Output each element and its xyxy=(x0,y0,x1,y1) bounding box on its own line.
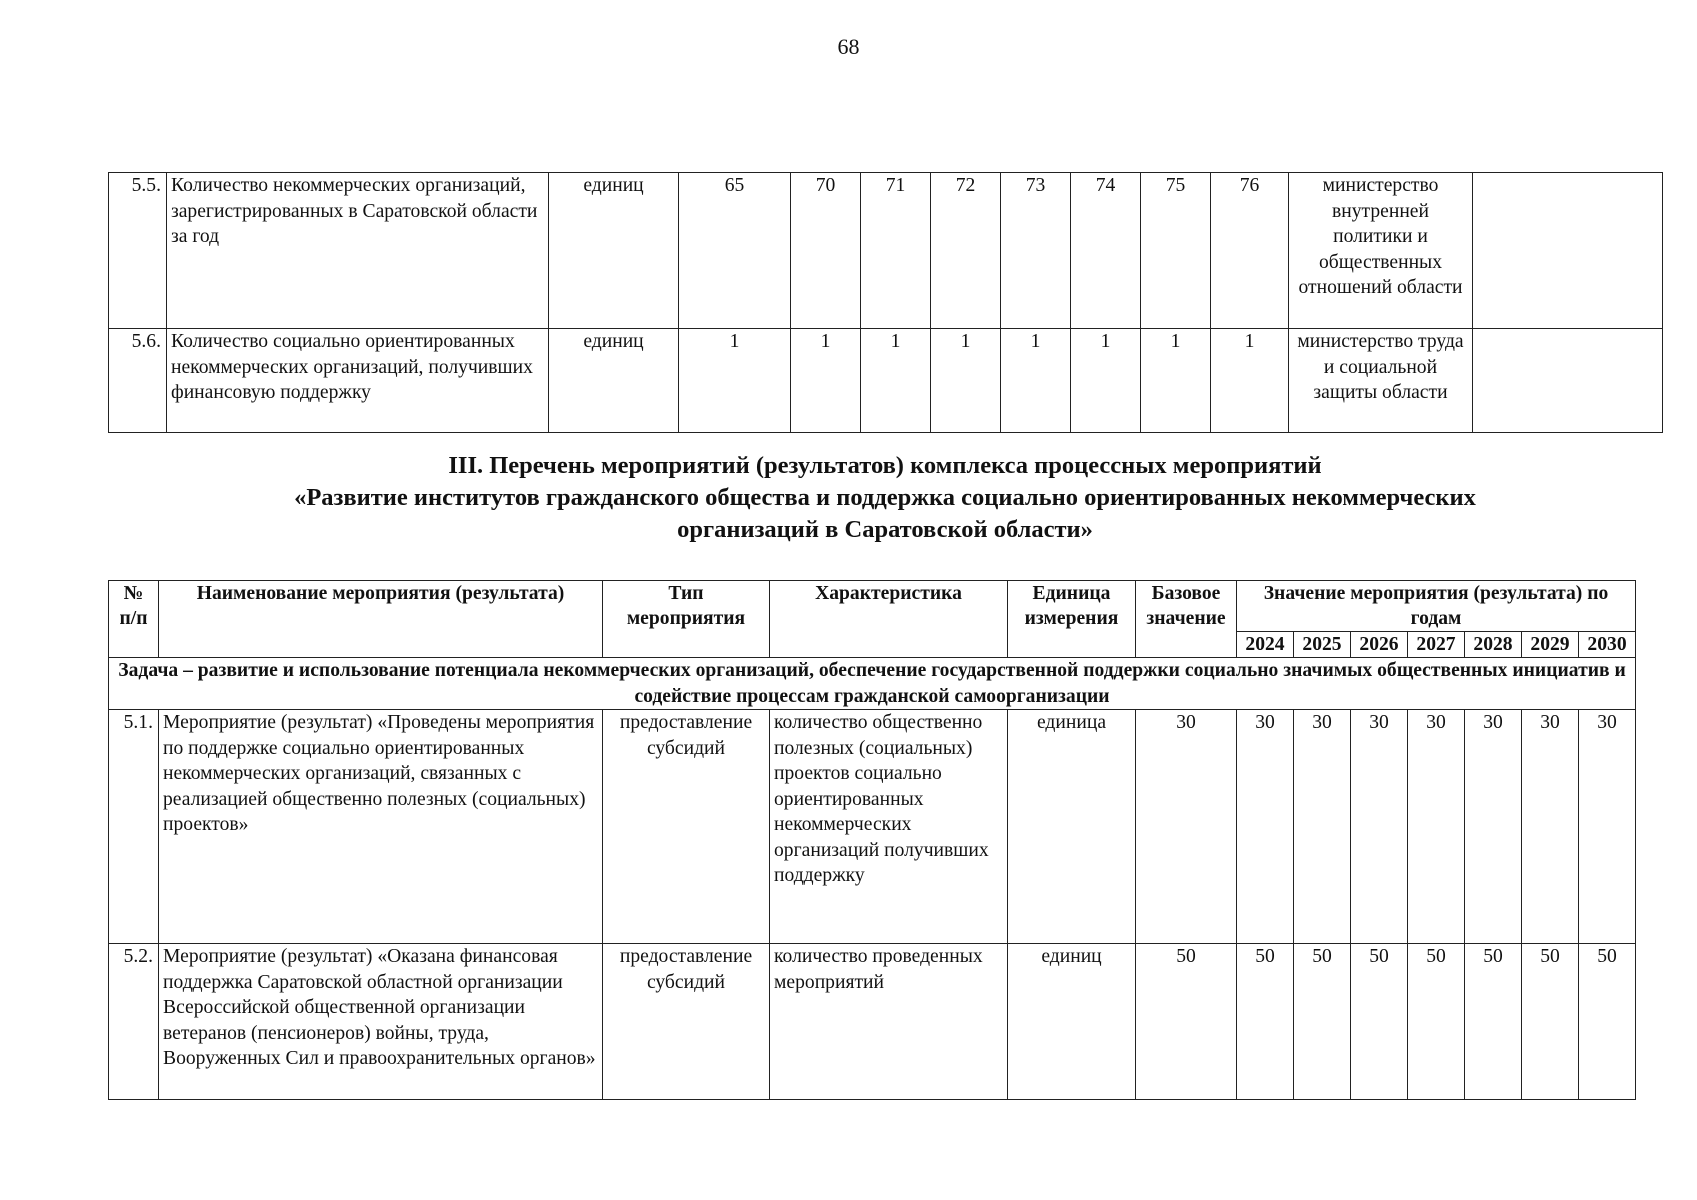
header-year: 2029 xyxy=(1522,632,1579,658)
section-heading-line-3: организаций в Саратовской области» xyxy=(677,516,1093,543)
indicator-responsible: министерство внутренней политики и общественных отношений области xyxy=(1289,173,1473,329)
indicator-value: 72 xyxy=(931,173,1001,329)
event-year-value: 30 xyxy=(1351,710,1408,944)
header-unit: Единица измерения xyxy=(1008,581,1136,658)
event-year-value: 50 xyxy=(1408,944,1465,1100)
event-base-value: 30 xyxy=(1136,710,1237,944)
event-type: предоставление субсидий xyxy=(603,710,770,944)
header-year: 2030 xyxy=(1579,632,1636,658)
indicator-value: 65 xyxy=(679,173,791,329)
indicator-extra xyxy=(1473,329,1663,433)
indicator-value: 1 xyxy=(1211,329,1289,433)
event-year-value: 50 xyxy=(1522,944,1579,1100)
header-values-by-year: Значение мероприятия (результата) по годам xyxy=(1237,581,1636,632)
event-year-value: 30 xyxy=(1522,710,1579,944)
event-year-value: 30 xyxy=(1294,710,1351,944)
event-year-value: 50 xyxy=(1237,944,1294,1100)
event-number: 5.1. xyxy=(109,710,159,944)
indicator-value: 1 xyxy=(679,329,791,433)
indicator-value: 1 xyxy=(1001,329,1071,433)
event-unit: единиц xyxy=(1008,944,1136,1100)
header-num: № п/п xyxy=(109,581,159,658)
event-year-value: 30 xyxy=(1237,710,1294,944)
events-table xyxy=(108,580,1636,1100)
event-number: 5.2. xyxy=(109,944,159,1100)
event-year-value: 30 xyxy=(1579,710,1636,944)
event-characteristic: количество общественно полезных (социальных) проектов социально ориентированных некоммерческих организаций получивших поддержку xyxy=(770,710,1008,944)
indicator-unit: единиц xyxy=(549,329,679,433)
event-type: предоставление субсидий xyxy=(603,944,770,1100)
header-characteristic: Характеристика xyxy=(770,581,1008,658)
header-name: Наименование мероприятия (результата) xyxy=(159,581,603,658)
task-text: Задача – развитие и использование потенциала некоммерческих организаций, обеспечение государственной поддержки социально значимых общественных инициатив и содействие процессам гражданской самоорганизации xyxy=(109,658,1636,710)
event-year-value: 30 xyxy=(1465,710,1522,944)
indicator-responsible: министерство труда и социальной защиты области xyxy=(1289,329,1473,433)
header-year: 2028 xyxy=(1465,632,1522,658)
indicator-name: Количество некоммерческих организаций, зарегистрированных в Саратовской области за год xyxy=(167,173,549,329)
indicator-value: 76 xyxy=(1211,173,1289,329)
header-year: 2024 xyxy=(1237,632,1294,658)
task-row xyxy=(109,658,1636,710)
indicator-value: 70 xyxy=(791,173,861,329)
events-header-row xyxy=(109,581,1636,632)
event-row xyxy=(109,944,1636,1100)
indicator-value: 1 xyxy=(861,329,931,433)
event-name: Мероприятие (результат) «Проведены мероприятия по поддержке социально ориентированных некоммерческих организаций, связанных с реализацией общественно полезных (социальных) проектов» xyxy=(159,710,603,944)
indicators-table xyxy=(108,172,1663,433)
event-year-value: 30 xyxy=(1408,710,1465,944)
indicator-row xyxy=(109,329,1663,433)
indicator-value: 71 xyxy=(861,173,931,329)
indicator-value: 74 xyxy=(1071,173,1141,329)
indicator-value: 1 xyxy=(791,329,861,433)
header-year: 2027 xyxy=(1408,632,1465,658)
event-row xyxy=(109,710,1636,944)
event-year-value: 50 xyxy=(1579,944,1636,1100)
header-year: 2026 xyxy=(1351,632,1408,658)
section-heading xyxy=(108,450,1662,546)
indicator-value: 75 xyxy=(1141,173,1211,329)
indicator-name: Количество социально ориентированных некоммерческих организаций, получивших финансовую поддержку xyxy=(167,329,549,433)
indicator-value: 73 xyxy=(1001,173,1071,329)
page-number: 68 xyxy=(837,34,860,59)
event-characteristic: количество проведенных мероприятий xyxy=(770,944,1008,1100)
header-type: Тип мероприятия xyxy=(603,581,770,658)
event-base-value: 50 xyxy=(1136,944,1237,1100)
indicator-value: 1 xyxy=(931,329,1001,433)
indicator-extra xyxy=(1473,173,1663,329)
section-heading-line-1: III. Перечень мероприятий (результатов) комплекса процессных мероприятий xyxy=(448,452,1322,479)
event-year-value: 50 xyxy=(1351,944,1408,1100)
indicator-number: 5.6. xyxy=(109,329,167,433)
indicator-row xyxy=(109,173,1663,329)
indicator-unit: единиц xyxy=(549,173,679,329)
indicator-value: 1 xyxy=(1141,329,1211,433)
section-heading-line-2: «Развитие институтов гражданского общества и поддержка социально ориентированных некоммерческих xyxy=(294,484,1476,511)
event-year-value: 50 xyxy=(1294,944,1351,1100)
indicator-value: 1 xyxy=(1071,329,1141,433)
event-year-value: 50 xyxy=(1465,944,1522,1100)
header-base: Базовое значение xyxy=(1136,581,1237,658)
indicator-number: 5.5. xyxy=(109,173,167,329)
event-unit: единица xyxy=(1008,710,1136,944)
header-year: 2025 xyxy=(1294,632,1351,658)
event-name: Мероприятие (результат) «Оказана финансовая поддержка Саратовской областной организации Всероссийской общественной организации ветеранов (пенсионеров) войны, труда, Вооруженных Сил и правоохранительных органов» xyxy=(159,944,603,1100)
